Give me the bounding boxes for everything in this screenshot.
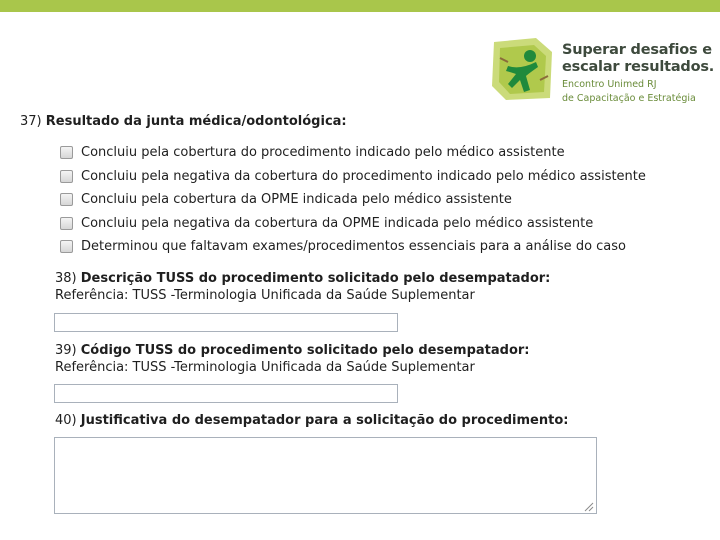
question-39-reference: Referência: TUSS -Terminologia Unificada da Saúde Suplementar [55, 360, 475, 375]
question-39-heading [55, 343, 530, 358]
question-39-title: Código TUSS do procedimento solicitado pelo desempatador: [80, 343, 530, 358]
event-line-2: de Capacitação e Estratégia [562, 93, 696, 104]
checkbox[interactable] [60, 240, 73, 253]
option-negativa-procedimento[interactable] [60, 165, 646, 189]
question-38-title: Descrição TUSS do procedimento solicitado pelo desempatador: [80, 271, 551, 286]
question-37-number: 37) [20, 114, 42, 129]
checkbox[interactable] [60, 146, 73, 159]
question-37-title: Resultado da junta médica/odontológica: [45, 114, 347, 129]
top-accent-bar [0, 0, 720, 12]
question-38-heading [55, 271, 550, 286]
question-40-number: 40) [55, 413, 77, 428]
unimed-figure-logo-icon [490, 36, 554, 102]
justification-textarea[interactable] [54, 437, 597, 514]
option-label: Concluiu pela cobertura do procedimento indicado pelo médico assistente [81, 145, 565, 161]
checkbox[interactable] [60, 193, 73, 206]
question-40-heading [55, 413, 568, 428]
checkbox[interactable] [60, 217, 73, 230]
option-label: Determinou que faltavam exames/procedimentos essenciais para a análise do caso [81, 239, 626, 255]
slogan-line-1: Superar desafios e [562, 42, 712, 58]
option-label: Concluiu pela negativa da cobertura do procedimento indicado pelo médico assistente [81, 168, 646, 184]
question-38-reference: Referência: TUSS -Terminologia Unificada da Saúde Suplementar [55, 288, 475, 303]
slogan-line-2: escalar resultados. [562, 59, 715, 75]
branding-block [490, 36, 720, 102]
option-label: Concluiu pela cobertura da OPME indicada pelo médico assistente [81, 192, 512, 208]
event-line-1: Encontro Unimed RJ [562, 79, 657, 90]
option-negativa-opme[interactable] [60, 212, 646, 236]
option-label: Concluiu pela negativa da cobertura da OPME indicada pelo médico assistente [81, 215, 594, 231]
tuss-description-input[interactable] [54, 313, 398, 332]
option-faltavam-exames[interactable] [60, 235, 646, 259]
question-38-number: 38) [55, 271, 77, 286]
tuss-code-input[interactable] [54, 384, 398, 403]
option-cobertura-opme[interactable] [60, 188, 646, 212]
question-37-options [60, 141, 646, 259]
question-40-title: Justificativa do desempatador para a solicitação do procedimento: [80, 413, 569, 428]
option-cobertura-procedimento[interactable] [60, 141, 646, 165]
question-39-number: 39) [55, 343, 77, 358]
checkbox[interactable] [60, 170, 73, 183]
resize-grip-icon[interactable] [582, 500, 594, 512]
question-37-heading [20, 114, 347, 129]
